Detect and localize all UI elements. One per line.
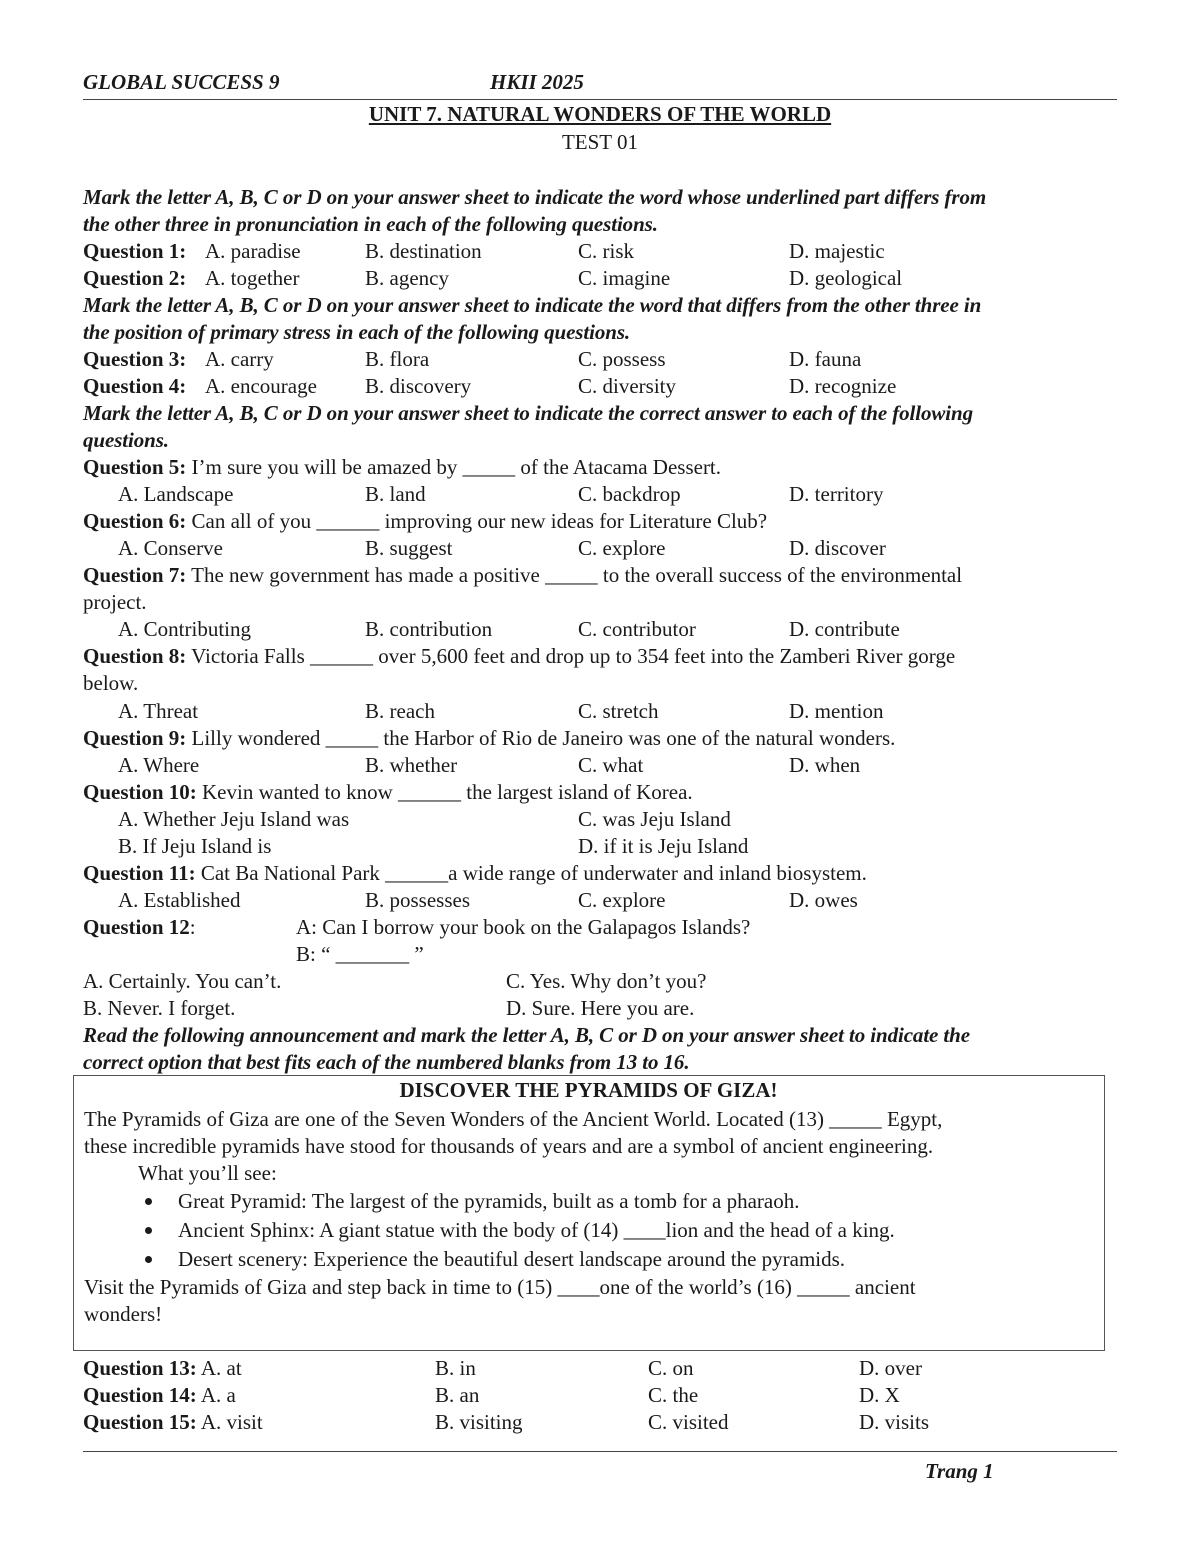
option-a[interactable]: A. carry [205,347,274,371]
option-c[interactable]: C. imagine [578,266,671,290]
question-7-stem-cont: project. [83,590,147,614]
instruction-correct-2: questions. [83,428,169,452]
question-11 [83,860,867,887]
option-c[interactable]: C. contributor [578,617,696,641]
instruction-reading-2: correct option that best fits each of the numbered blanks from 13 to 16. [83,1050,690,1074]
option-d[interactable]: D. Sure. Here you are. [506,996,695,1020]
question-stem: Can all of you ______ improving our new ideas for Literature Club? [186,509,768,533]
option-a[interactable]: A. visit [196,1410,263,1434]
option-d[interactable]: D. mention [789,699,884,723]
option-c[interactable]: C. Yes. Why don’t you? [506,969,707,993]
question-14 [83,1382,900,1409]
test-title: TEST 01 [561,130,639,154]
question-8-stem-cont: below. [83,671,139,695]
option-a[interactable]: A. Certainly. You can’t. [83,969,282,993]
instruction-correct-1: Mark the letter A, B, C or D on your answer sheet to indicate the correct answer to each of the following [83,401,974,425]
question-4 [83,373,897,400]
question-2 [83,265,903,292]
question-label: Question 7: [83,563,187,587]
dialogue-line-b: B: “ _______ ” [296,942,424,966]
option-b[interactable]: B. If Jeju Island is [118,834,272,858]
option-b[interactable]: B. agency [365,266,449,290]
header-course: GLOBAL SUCCESS 9 [83,70,280,94]
passage-intro: What you’ll see: [138,1161,277,1185]
page-number: Trang 1 [925,1459,994,1483]
question-3 [83,346,862,373]
option-c[interactable]: C. backdrop [578,482,681,506]
option-b[interactable]: B. contribution [365,617,493,641]
option-b[interactable]: B. suggest [365,536,453,560]
option-a[interactable]: A. Conserve [118,536,223,560]
question-stem: Cat Ba National Park ______a wide range of underwater and inland biosystem. [195,861,867,885]
option-d[interactable]: D. fauna [789,347,862,371]
option-c[interactable]: C. diversity [578,374,676,398]
passage-line: these incredible pyramids have stood for thousands of years and are a symbol of ancient engineering. [84,1134,934,1158]
option-c[interactable]: C. the [648,1383,699,1407]
option-d[interactable]: D. majestic [789,239,885,263]
option-b[interactable]: B. destination [365,239,482,263]
question-stem: Kevin wanted to know ______ the largest island of Korea. [196,780,693,804]
announcement-box [73,1075,1105,1351]
question-10 [83,779,693,806]
option-a[interactable]: A. together [205,266,300,290]
question-label: Question 3: [83,347,187,371]
bullet-icon [145,1198,152,1205]
instruction-pronunciation-1: Mark the letter A, B, C or D on your answer sheet to indicate the word whose underlined part differs from [83,185,987,209]
question-label: Question 6: [83,509,187,533]
question-label: Question 10: [83,780,197,804]
question-5 [83,454,721,481]
option-a[interactable]: A. at [196,1356,242,1380]
option-b[interactable]: B. visiting [435,1410,523,1434]
instruction-reading-1: Read the following announcement and mark the letter A, B, C or D on your answer sheet to indicate the [83,1023,970,1047]
option-d[interactable]: D. over [859,1356,922,1380]
option-c[interactable]: C. on [648,1356,694,1380]
footer-rule [83,1451,1117,1452]
question-label: Question 4: [83,374,187,398]
question-stem: Victoria Falls ______ over 5,600 feet and drop up to 354 feet into the Zamberi River gorge [186,644,956,668]
option-a[interactable]: A. Established [118,888,241,912]
question-stem: Lilly wondered _____ the Harbor of Rio de Janeiro was one of the natural wonders. [186,726,896,750]
question-colon: : [189,915,196,939]
option-d[interactable]: D. if it is Jeju Island [578,834,749,858]
question-label: Question 13: [83,1356,197,1380]
question-12 [83,914,751,941]
bullet-item: Desert scenery: Experience the beautiful desert landscape around the pyramids. [178,1247,846,1271]
option-a[interactable]: A. Contributing [118,617,252,641]
option-d[interactable]: D. geological [789,266,903,290]
question-label: Question 12 [83,915,190,939]
question-label: Question 2: [83,266,187,290]
bullet-icon [145,1227,152,1234]
option-d[interactable]: D. X [859,1383,900,1407]
question-label: Question 5: [83,455,187,479]
question-stem: The new government has made a positive _____ to the overall success of the environmental [186,563,963,587]
option-a[interactable]: A. paradise [205,239,301,263]
option-a[interactable]: A. encourage [205,374,317,398]
passage-line: Visit the Pyramids of Giza and step back in time to (15) ____one of the world’s (16) _____ ancient [84,1275,916,1299]
question-label: Question 14: [83,1383,197,1407]
question-7 [83,562,962,589]
option-d[interactable]: D. discover [789,536,886,560]
question-9 [83,725,895,752]
option-a[interactable]: A. Whether Jeju Island was [118,807,350,831]
option-d[interactable]: D. when [789,753,861,777]
option-c[interactable]: C. risk [578,239,635,263]
option-d[interactable]: D. recognize [789,374,897,398]
option-c[interactable]: C. what [578,753,644,777]
option-a[interactable]: A. Landscape [118,482,234,506]
option-a[interactable]: A. a [196,1383,236,1407]
question-label: Question 1: [83,239,187,263]
question-stem: I’m sure you will be amazed by _____ of the Atacama Dessert. [186,455,722,479]
announcement-heading: DISCOVER THE PYRAMIDS OF GIZA! [399,1078,778,1102]
option-c[interactable]: C. stretch [578,699,659,723]
option-b[interactable]: B. possesses [365,888,471,912]
question-label: Question 8: [83,644,187,668]
bullet-item: Ancient Sphinx: A giant statue with the body of (14) ____lion and the head of a king. [178,1218,895,1242]
option-b[interactable]: B. in [435,1356,476,1380]
question-6 [83,508,767,535]
option-d[interactable]: D. territory [789,482,884,506]
option-c[interactable]: C. explore [578,536,666,560]
option-a[interactable]: A. Where [118,753,200,777]
option-a[interactable]: A. Threat [118,699,199,723]
question-8 [83,643,955,670]
question-label: Question 11: [83,861,196,885]
header-rule [83,99,1117,100]
question-13 [83,1355,922,1382]
bullet-item: Great Pyramid: The largest of the pyramids, built as a tomb for a pharaoh. [178,1189,800,1213]
instruction-stress-2: the position of primary stress in each of the following questions. [83,320,631,344]
unit-title: UNIT 7. NATURAL WONDERS OF THE WORLD [368,102,832,126]
option-c[interactable]: C. possess [578,347,666,371]
header-term: HKII 2025 [490,70,584,94]
option-b[interactable]: B. discovery [365,374,472,398]
option-b[interactable]: B. an [435,1383,480,1407]
option-c[interactable]: C. explore [578,888,666,912]
instruction-stress-1: Mark the letter A, B, C or D on your answer sheet to indicate the word that differs from the other three in [83,293,982,317]
option-b[interactable]: B. flora [365,347,430,371]
question-label: Question 15: [83,1410,197,1434]
dialogue-line-a: A: Can I borrow your book on the Galapagos Islands? [296,915,751,939]
question-15 [83,1409,930,1436]
question-1 [83,238,885,265]
bullet-icon [145,1256,152,1263]
option-b[interactable]: B. reach [365,699,435,723]
question-label: Question 9: [83,726,187,750]
passage-line: wonders! [84,1302,163,1326]
option-b[interactable]: B. land [365,482,426,506]
option-d[interactable]: D. owes [789,888,858,912]
option-c[interactable]: C. was Jeju Island [578,807,731,831]
instruction-pronunciation-2: the other three in pronunciation in each of the following questions. [83,212,658,236]
option-c[interactable]: C. visited [648,1410,729,1434]
option-b[interactable]: B. whether [365,753,458,777]
option-d[interactable]: D. contribute [789,617,900,641]
passage-line: The Pyramids of Giza are one of the Seven Wonders of the Ancient World. Located (13) _____ Egypt, [84,1107,943,1131]
option-d[interactable]: D. visits [859,1410,930,1434]
option-b[interactable]: B. Never. I forget. [83,996,236,1020]
